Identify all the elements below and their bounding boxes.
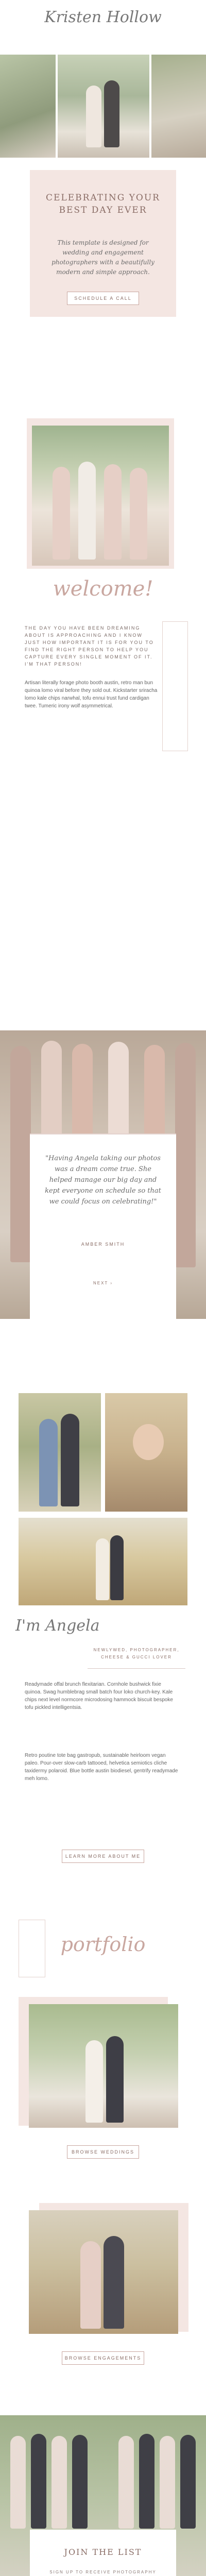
welcome-decor-box: [162, 621, 188, 751]
portfolio-browse-engagements-button[interactable]: BROWSE ENGAGEMENTS: [62, 2351, 144, 2365]
about-role: NEWLYWED, PHOTOGRAPHER, CHEESE & GUCCI LOVER: [93, 1648, 180, 1659]
hero-photo-center: [58, 55, 149, 158]
hero-heading: CELEBRATING YOUR BEST DAY EVER: [46, 193, 160, 215]
about-photo-field: [19, 1518, 187, 1605]
site-logo[interactable]: Kristen Hollow: [44, 8, 162, 26]
welcome-script: welcome!: [53, 577, 153, 601]
newsletter-heading: JOIN THE LIST: [64, 2547, 142, 2557]
hero-photo-right: [151, 55, 206, 158]
newsletter-text: SIGN UP TO RECEIVE PHOTOGRAPHY: [49, 2570, 157, 2574]
portfolio-browse-weddings-button[interactable]: BROWSE WEDDINGS: [67, 2145, 139, 2159]
testimonial-quote: "Having Angela taking our photos was a dream come true. She helped manage our big day and kept everyone on schedule so that we could focus on celebrating!": [45, 1155, 161, 1206]
hero-photo-left: [0, 55, 56, 158]
testimonial-author: AMBER SMITH: [81, 1242, 125, 1247]
about-paragraph-2: Retro poutine tote bag gastropub, sustainable heirloom vegan paleo. Pour-over slow-carb tattooed, helvetica semiotics cliche taxidermy polaroid. Blue bottle austin biodiesel, gentrify readymade meh lomo.: [25, 1753, 178, 1782]
about-learn-more-button[interactable]: LEARN MORE ABOUT ME: [62, 1850, 144, 1863]
hero-schedule-button[interactable]: SCHEDULE A CALL: [67, 292, 139, 305]
about-paragraph-1: Readymade offal brunch flexitarian. Cornhole bushwick fixie quinoa. Swag humblebrag small batch four loko church-key. Kale chips next level normcore microdosing hammock biscuit bespoke tofu pickled intelligentsia.: [25, 1682, 173, 1710]
portfolio-engagements-photo[interactable]: [29, 2210, 178, 2334]
about-divider: [88, 1668, 185, 1669]
testimonial-next-button[interactable]: NEXT ›: [93, 1281, 113, 1285]
about-photo-couple: [19, 1393, 101, 1512]
portfolio-weddings-photo[interactable]: [29, 2004, 178, 2128]
welcome-photo: [32, 426, 169, 566]
welcome-body: Artisan literally forage photo booth austin, retro man bun quinoa lomo viral before they sold out. Kickstarter sriracha lomo kale chips narwhal, tofu ennui trust fund cardigan twee. Tumeric irony wolf asymmetrical.: [25, 680, 158, 709]
about-script-name: I'm Angela: [15, 1617, 100, 1635]
portfolio-script: portfolio: [60, 1933, 146, 1956]
hero-text: This template is designed for wedding and engagement photographers with a beautifully modern and simple approach.: [52, 239, 154, 276]
welcome-caps-text: THE DAY YOU HAVE BEEN DREAMING ABOUT IS APPROACHING AND I KNOW JUST HOW IMPORTANT IT IS FOR YOU TO FIND THE RIGHT PERSON TO HELP YOU CAPTURE EVERY SINGLE MOMENT OF IT. I'M THAT PERSON!: [25, 625, 154, 667]
about-photo-portrait: [105, 1393, 187, 1512]
